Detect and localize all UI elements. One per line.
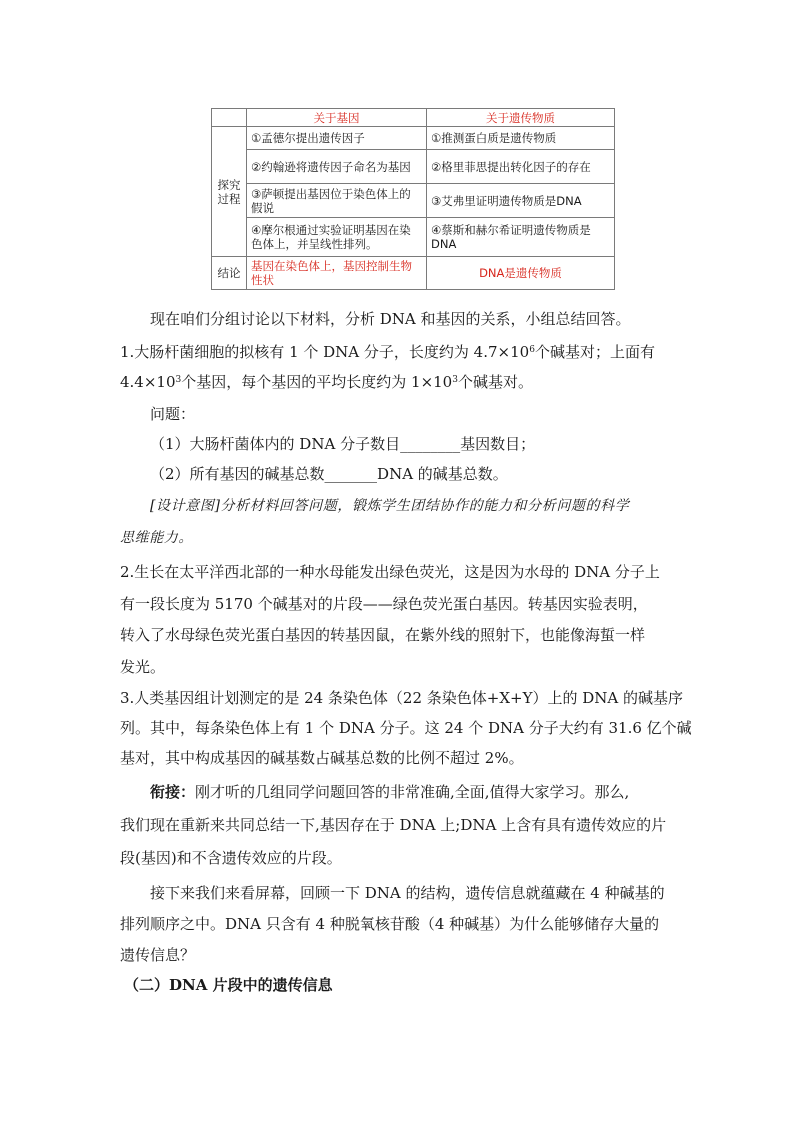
- material-3-line-1: 3.人类基因组计划测定的是 24 条染色体（22 条染色体+X+Y）上的 DNA 的碱基序: [120, 689, 684, 707]
- material-2-line-2: 有一段长度为 5170 个碱基对的片段——绿色荧光蛋白基因。转基因实验表明，: [120, 595, 648, 613]
- next-paragraph-line-1: 接下来我们来看屏幕，回顾一下 DNA 的结构，遗传信息就蕴藏在 4 种碱基的: [150, 884, 665, 902]
- side-label-line2: 过程: [217, 191, 241, 206]
- material-cell-2: ②格里菲思提出转化因子的存在: [427, 150, 615, 184]
- next-paragraph-line-3: 遗传信息？: [120, 946, 196, 964]
- transition-line-3: 段(基因)和不含遗传效应的片段。: [120, 849, 342, 867]
- side-label-line1: 探究: [217, 177, 241, 192]
- gene-cell-3: ③萨顿提出基因位于染色体上的假说: [247, 184, 427, 218]
- header-blank-cell: [212, 109, 247, 127]
- material-cell-3: ③艾弗里证明遗传物质是DNA: [427, 184, 615, 218]
- section-heading: （二）DNA 片段中的遗传信息: [124, 976, 333, 994]
- table-row: [212, 127, 615, 150]
- transition-label: 衔接：: [150, 783, 196, 801]
- intro-paragraph: 现在咱们分组讨论以下材料，分析 DNA 和基因的关系，小组总结回答。: [150, 310, 631, 328]
- gene-cell-2: ②约翰逊将遗传因子命名为基因: [247, 150, 427, 184]
- material-3-line-2: 列。其中，每条染色体上有 1 个 DNA 分子。这 24 个 DNA 分子大约有 31.6 亿个碱: [120, 719, 692, 737]
- conclusion-label: 结论: [212, 257, 247, 290]
- material-cell-4: ④蔡斯和赫尔希证明遗传物质是DNA: [427, 218, 615, 257]
- table-row: [212, 150, 615, 184]
- material-3-line-3: 基对，其中构成基因的碱基数占碱基总数的比例不超过 2%。: [120, 749, 524, 767]
- header-about-gene: 关于基因: [247, 109, 427, 127]
- design-intent-line-2: 思维能力。: [120, 530, 193, 546]
- gene-cell-4: ④摩尔根通过实验证明基因在染色体上，并呈线性排列。: [247, 218, 427, 257]
- material-1-line-2: $4.4\times 10^3$个基因，每个基因的平均长度约为 $1\times 10^3$个碱基对。: [120, 373, 533, 391]
- question-label: 问题：: [150, 405, 196, 423]
- transition-line-2: 我们现在重新来共同总结一下,基因存在于 DNA 上;DNA 上含有具有遗传效应的片: [120, 816, 667, 834]
- next-paragraph-line-2: 排列顺序之中。DNA 只含有 4 种脱氧核苷酸（4 种碱基）为什么能够储存大量的: [120, 915, 660, 933]
- question-2: （2）所有基因的碱基总数_______DNA 的碱基总数。: [150, 465, 508, 483]
- header-about-genetic-material: 关于遗传物质: [427, 109, 615, 127]
- transition-line-1: 衔接：刚才听的几组同学问题回答的非常准确,全面,值得大家学习。那么,: [150, 783, 630, 801]
- table-row: [212, 184, 615, 218]
- table-row: [212, 218, 615, 257]
- table-header-row: [212, 109, 615, 127]
- conclusion-material: DNA是遗传物质: [427, 257, 615, 290]
- material-2-line-1: 2.生长在太平洋西北部的一种水母能发出绿色荧光，这是因为水母的 DNA 分子上: [120, 563, 660, 581]
- conclusion-gene: 基因在染色体上，基因控制生物性状: [247, 257, 427, 290]
- conclusion-row: [212, 257, 615, 290]
- gene-cell-1: ①孟德尔提出遗传因子: [247, 127, 427, 150]
- material-2-line-4: 发光。: [120, 658, 166, 676]
- material-2-line-3: 转入了水母绿色荧光蛋白基因的转基因鼠，在紫外线的照射下，也能像海蜇一样: [120, 626, 646, 644]
- material-cell-1: ①推测蛋白质是遗传物质: [427, 127, 615, 150]
- comparison-table: [211, 108, 615, 290]
- material-1-line-1: 1.大肠杆菌细胞的拟核有 1 个 DNA 分子，长度约为 $4.7\times 10^6$个碱基对；上面有: [120, 343, 655, 361]
- design-intent-line-1: [设计意图]分析材料回答问题，锻炼学生团结协作的能力和分析问题的科学: [150, 498, 630, 514]
- question-1: （1）大肠杆菌体内的 DNA 分子数目________基因数目；: [150, 435, 536, 453]
- side-label-exploration: [212, 127, 247, 257]
